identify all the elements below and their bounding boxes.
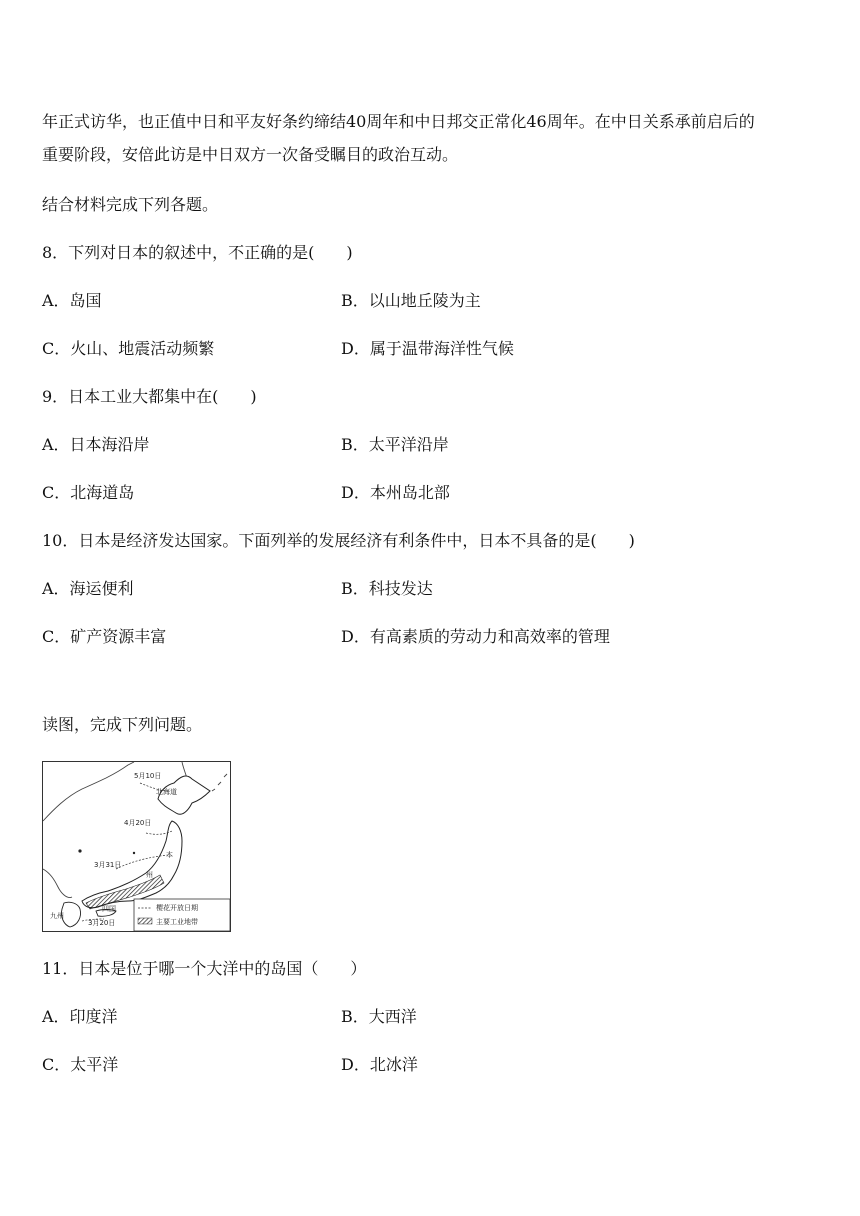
- question-11-option-c: C．太平洋: [42, 1055, 119, 1074]
- question-10-stem: 10．日本是经济发达国家。下面列举的发展经济有利条件中，日本不具备的是( ): [42, 531, 635, 550]
- small-island: [78, 849, 81, 852]
- japan-map-figure: [42, 761, 231, 932]
- map-label-date-may10: 5月10日: [134, 772, 162, 780]
- map-label-honshu-2: 州: [146, 871, 153, 879]
- map-label-kyushu: 九州: [50, 912, 64, 920]
- map-label-shikoku: 四国: [102, 905, 116, 913]
- small-island: [133, 852, 135, 854]
- question-8-option-c: C．火山、地震活动频繁: [42, 339, 215, 358]
- instruction-2: 读图，完成下列问题。: [42, 715, 203, 734]
- question-11-stem: 11．日本是位于哪一个大洋中的岛国（ ）: [42, 959, 367, 978]
- question-11-option-b: B．大西洋: [341, 1007, 417, 1026]
- question-9-stem: 9．日本工业大都集中在( ): [42, 387, 257, 406]
- question-8-option-d: D．属于温带海洋性气候: [341, 339, 514, 358]
- question-9-option-b: B．太平洋沿岸: [341, 435, 449, 454]
- instruction-1: 结合材料完成下列各题。: [42, 195, 219, 214]
- map-label-date-mar31: 3月31日: [94, 861, 122, 869]
- question-8-option-b: B．以山地丘陵为主: [341, 291, 481, 310]
- legend-industrial-belt: 主要工业地带: [156, 918, 198, 926]
- question-11-option-a: A．印度洋: [42, 1007, 118, 1026]
- question-10-option-a: A．海运便利: [42, 579, 134, 598]
- intro-line-1: 年正式访华，也正值中日和平友好条约缔结40周年和中日邦交正常化46周年。在中日关系承前启后的: [42, 112, 755, 131]
- question-10-option-c: C．矿产资源丰富: [42, 627, 167, 646]
- question-9-option-d: D．本州岛北部: [341, 483, 450, 502]
- question-10-option-d: D．有高素质的劳动力和高效率的管理: [341, 627, 610, 646]
- map-legend: [134, 899, 230, 931]
- map-label-date-apr20: 4月20日: [124, 819, 152, 827]
- japan-map: [42, 761, 231, 932]
- question-8-stem: 8．下列对日本的叙述中，不正确的是( ): [42, 243, 353, 262]
- question-10-option-b: B．科技发达: [341, 579, 433, 598]
- question-8-option-a: A．岛国: [42, 291, 102, 310]
- legend-cherry-blossom: 樱花开放日期: [156, 904, 198, 912]
- map-label-date-mar20: 3月20日: [88, 919, 116, 927]
- map-label-hokkaido: 北海道: [156, 788, 177, 796]
- question-11-option-d: D．北冰洋: [341, 1055, 418, 1074]
- question-9-option-c: C．北海道岛: [42, 483, 135, 502]
- intro-line-2: 重要阶段，安倍此访是中日双方一次备受瞩目的政治互动。: [42, 145, 459, 164]
- question-9-option-a: A．日本海沿岸: [42, 435, 150, 454]
- map-label-honshu-1: 本: [166, 851, 173, 859]
- legend-hatch-swatch-icon: [138, 918, 152, 924]
